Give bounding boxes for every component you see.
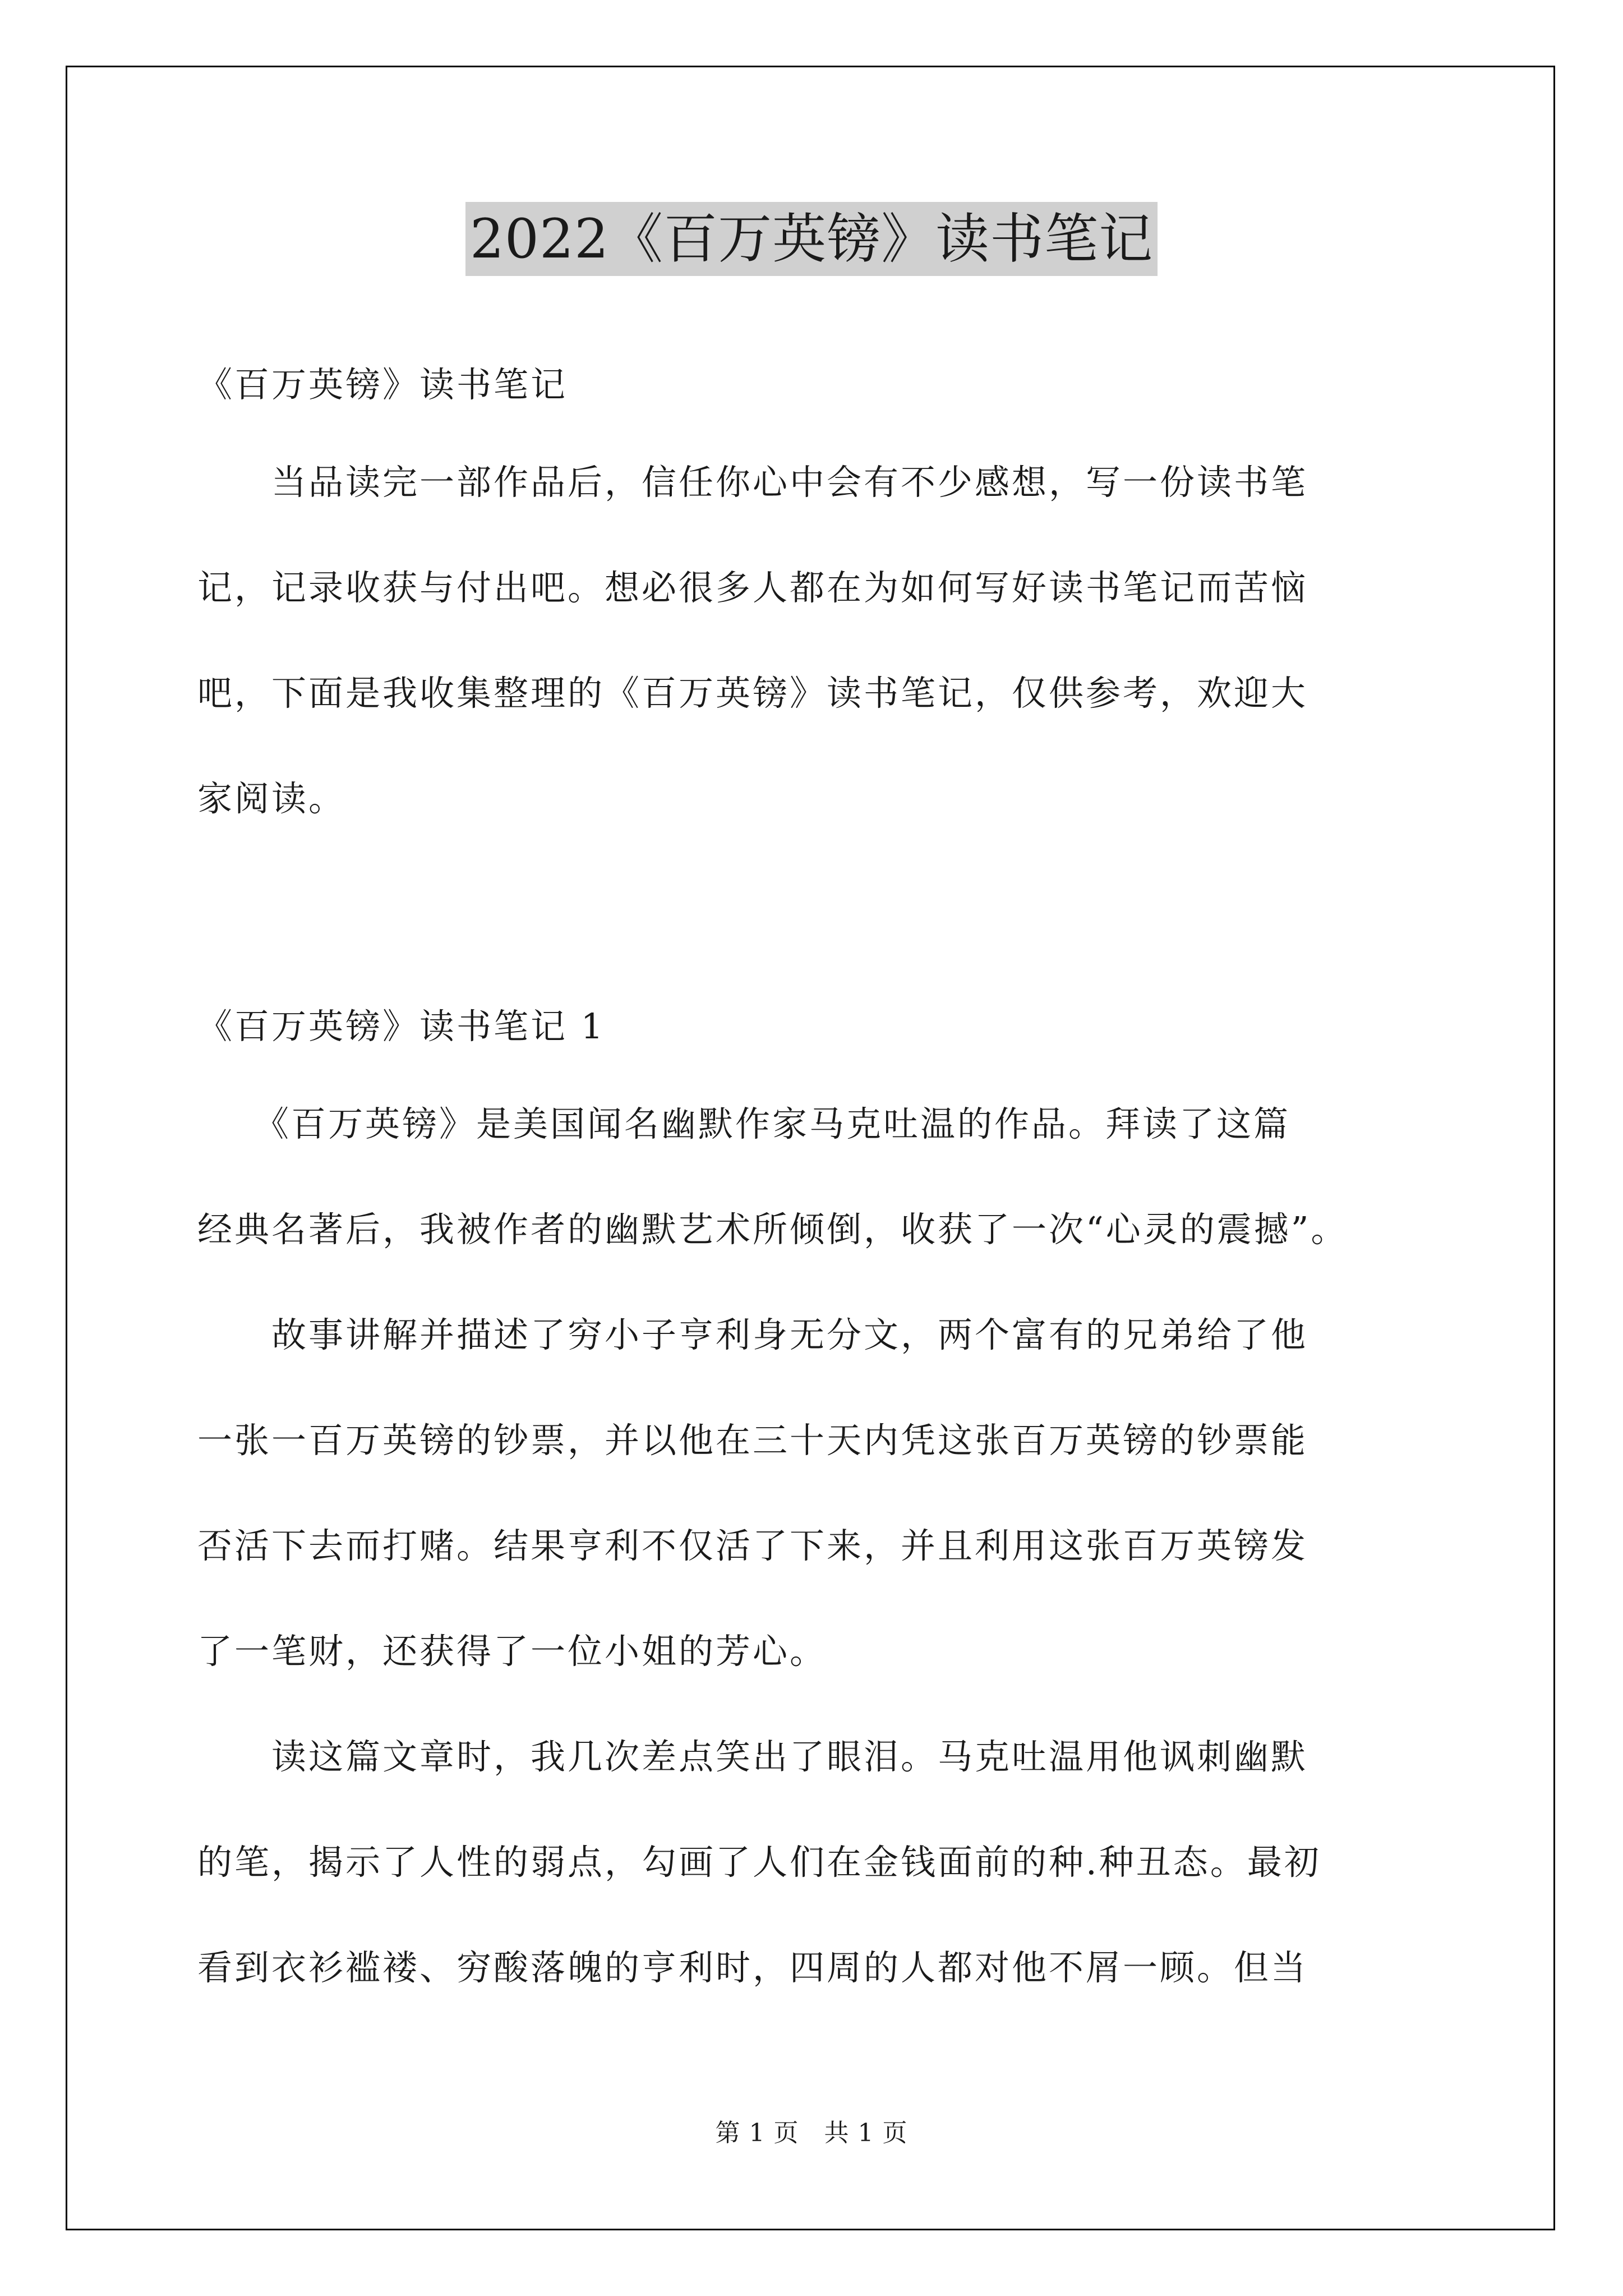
body-line: 《百万英镑》是美国闻名幽默作家马克吐温的作品。拜读了这篇: [197, 1103, 1291, 1144]
section-heading: 《百万英镑》读书笔记 1: [197, 1006, 606, 1047]
body-line: 看到衣衫褴褛、穷酸落魄的亨利时，四周的人都对他不屑一顾。但当: [197, 1947, 1308, 1988]
body-line: 了一笔财，还获得了一位小姐的芳心。: [197, 1631, 827, 1672]
body-line: 否活下去而打赌。结果亨利不仅活了下来，并且利用这张百万英镑发: [197, 1525, 1308, 1566]
intro-line: 吧，下面是我收集整理的《百万英镑》读书笔记，仅供参考，欢迎大: [197, 673, 1308, 714]
body-line: 一张一百万英镑的钞票，并以他在三十天内凭这张百万英镑的钞票能: [197, 1420, 1308, 1461]
body-line: 读这篇文章时，我几次差点笑出了眼泪。马克吐温用他讽刺幽默: [197, 1736, 1308, 1777]
intro-line: 当品读完一部作品后，信任你心中会有不少感想，写一份读书笔: [197, 462, 1308, 503]
subtitle: 《百万英镑》读书笔记: [197, 364, 568, 405]
intro-paragraph: [197, 460, 1431, 882]
body-line: 的笔，揭示了人性的弱点，勾画了人们在金钱面前的种.种丑态。最初: [197, 1842, 1321, 1883]
intro-line: 家阅读。: [197, 778, 346, 819]
intro-line: 记，记录收获与付出吧。想必很多人都在为如何写好读书笔记而苦恼: [197, 567, 1308, 608]
document-title: 2022《百万英镑》读书笔记: [465, 202, 1158, 276]
body-text: [197, 1102, 1431, 2051]
page-footer: 第 1 页 共 1 页: [715, 2119, 908, 2147]
title-container: [0, 202, 1623, 276]
body-line: 故事讲解并描述了穷小子亨利身无分文，两个富有的兄弟给了他: [197, 1314, 1308, 1355]
body-line: 经典名著后，我被作者的幽默艺术所倾倒，收获了一次“心灵的震撼”。: [197, 1209, 1348, 1250]
